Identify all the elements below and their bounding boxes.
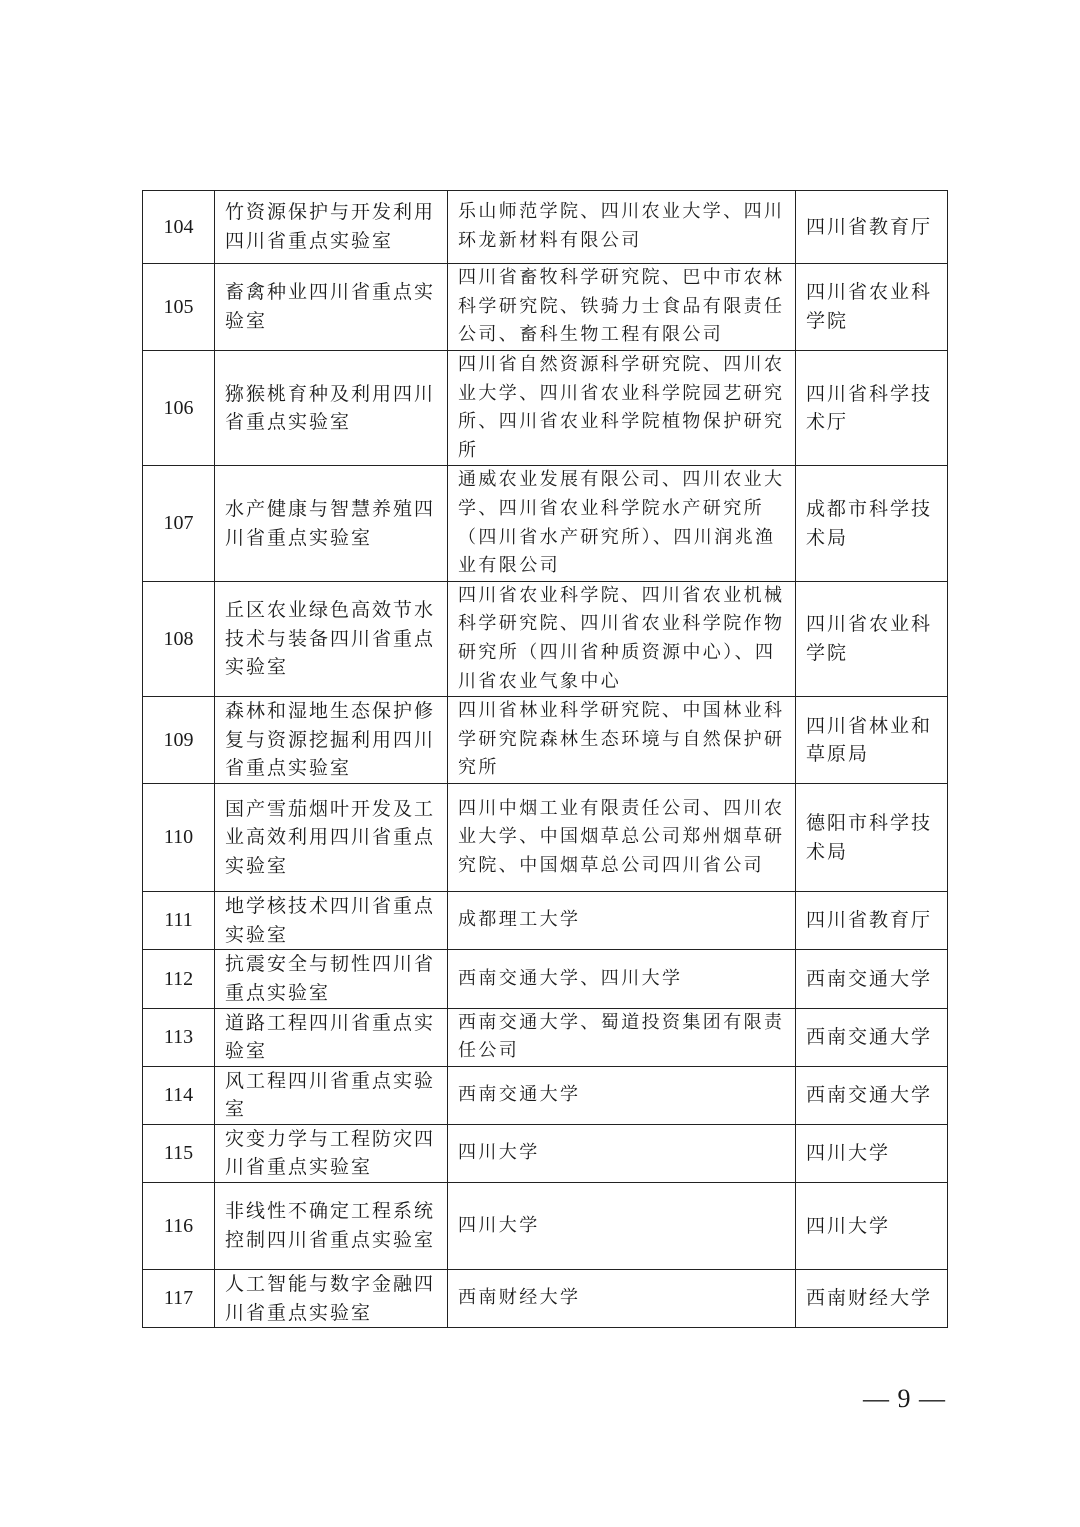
table-row	[143, 351, 948, 466]
row-number: 116	[143, 1183, 215, 1270]
lab-units: 四川省畜牧科学研究院、巴中市农林科学研究院、铁骑力士食品有限责任公司、畜科生物工程有限公司	[448, 264, 796, 351]
lab-department: 四川省教育厅	[796, 892, 948, 950]
lab-department: 四川大学	[796, 1124, 948, 1182]
table-row	[143, 1066, 948, 1124]
lab-units: 四川省林业科学研究院、中国林业科学研究院森林生态环境与自然保护研究所	[448, 697, 796, 784]
table-row	[143, 697, 948, 784]
lab-name: 森林和湿地生态保护修复与资源挖掘利用四川省重点实验室	[215, 697, 448, 784]
lab-department: 四川省教育厅	[796, 191, 948, 264]
lab-department: 四川省科学技术厅	[796, 351, 948, 466]
lab-name: 道路工程四川省重点实验室	[215, 1008, 448, 1066]
table-row	[143, 1183, 948, 1270]
lab-name: 灾变力学与工程防灾四川省重点实验室	[215, 1124, 448, 1182]
table-row	[143, 581, 948, 696]
lab-units: 四川省农业科学院、四川省农业机械科学研究院、四川省农业科学院作物研究所（四川省种质资源中心）、四川省农业气象中心	[448, 581, 796, 696]
row-number: 104	[143, 191, 215, 264]
row-number: 115	[143, 1124, 215, 1182]
lab-name: 风工程四川省重点实验室	[215, 1066, 448, 1124]
row-number: 117	[143, 1270, 215, 1328]
table-row	[143, 1270, 948, 1328]
lab-name: 抗震安全与韧性四川省重点实验室	[215, 950, 448, 1008]
lab-name: 人工智能与数字金融四川省重点实验室	[215, 1270, 448, 1328]
lab-name: 竹资源保护与开发利用四川省重点实验室	[215, 191, 448, 264]
row-number: 108	[143, 581, 215, 696]
lab-department: 西南财经大学	[796, 1270, 948, 1328]
lab-units: 西南交通大学	[448, 1066, 796, 1124]
lab-units: 乐山师范学院、四川农业大学、四川环龙新材料有限公司	[448, 191, 796, 264]
table-row	[143, 191, 948, 264]
table-row	[143, 950, 948, 1008]
lab-department: 四川省农业科学院	[796, 581, 948, 696]
lab-department: 成都市科学技术局	[796, 466, 948, 581]
lab-name: 水产健康与智慧养殖四川省重点实验室	[215, 466, 448, 581]
lab-units: 西南财经大学	[448, 1270, 796, 1328]
table-row	[143, 264, 948, 351]
lab-units: 四川省自然资源科学研究院、四川农业大学、四川省农业科学院园艺研究所、四川省农业科学院植物保护研究所	[448, 351, 796, 466]
row-number: 107	[143, 466, 215, 581]
table-row	[143, 466, 948, 581]
lab-department: 四川省林业和草原局	[796, 697, 948, 784]
table-row	[143, 1124, 948, 1182]
row-number: 109	[143, 697, 215, 784]
row-number: 106	[143, 351, 215, 466]
lab-department: 西南交通大学	[796, 1066, 948, 1124]
page-number: — 9 —	[863, 1384, 946, 1413]
lab-department: 德阳市科学技术局	[796, 784, 948, 892]
lab-units: 四川中烟工业有限责任公司、四川农业大学、中国烟草总公司郑州烟草研究院、中国烟草总公司四川省公司	[448, 784, 796, 892]
lab-name: 猕猴桃育种及利用四川省重点实验室	[215, 351, 448, 466]
lab-units: 西南交通大学、蜀道投资集团有限责任公司	[448, 1008, 796, 1066]
table-row	[143, 892, 948, 950]
row-number: 111	[143, 892, 215, 950]
row-number: 112	[143, 950, 215, 1008]
lab-department: 西南交通大学	[796, 950, 948, 1008]
lab-name: 地学核技术四川省重点实验室	[215, 892, 448, 950]
lab-units: 西南交通大学、四川大学	[448, 950, 796, 1008]
lab-units: 四川大学	[448, 1124, 796, 1182]
lab-units: 四川大学	[448, 1183, 796, 1270]
lab-name: 非线性不确定工程系统控制四川省重点实验室	[215, 1183, 448, 1270]
lab-units: 成都理工大学	[448, 892, 796, 950]
table-row	[143, 1008, 948, 1066]
lab-table-body	[143, 191, 948, 1328]
lab-department: 四川大学	[796, 1183, 948, 1270]
lab-table	[142, 190, 948, 1328]
row-number: 105	[143, 264, 215, 351]
row-number: 110	[143, 784, 215, 892]
lab-units: 通威农业发展有限公司、四川农业大学、四川省农业科学院水产研究所（四川省水产研究所）、四川润兆渔业有限公司	[448, 466, 796, 581]
row-number: 114	[143, 1066, 215, 1124]
lab-department: 西南交通大学	[796, 1008, 948, 1066]
table-row	[143, 784, 948, 892]
lab-name: 国产雪茄烟叶开发及工业高效利用四川省重点实验室	[215, 784, 448, 892]
lab-name: 丘区农业绿色高效节水技术与装备四川省重点实验室	[215, 581, 448, 696]
lab-name: 畜禽种业四川省重点实验室	[215, 264, 448, 351]
lab-department: 四川省农业科学院	[796, 264, 948, 351]
row-number: 113	[143, 1008, 215, 1066]
